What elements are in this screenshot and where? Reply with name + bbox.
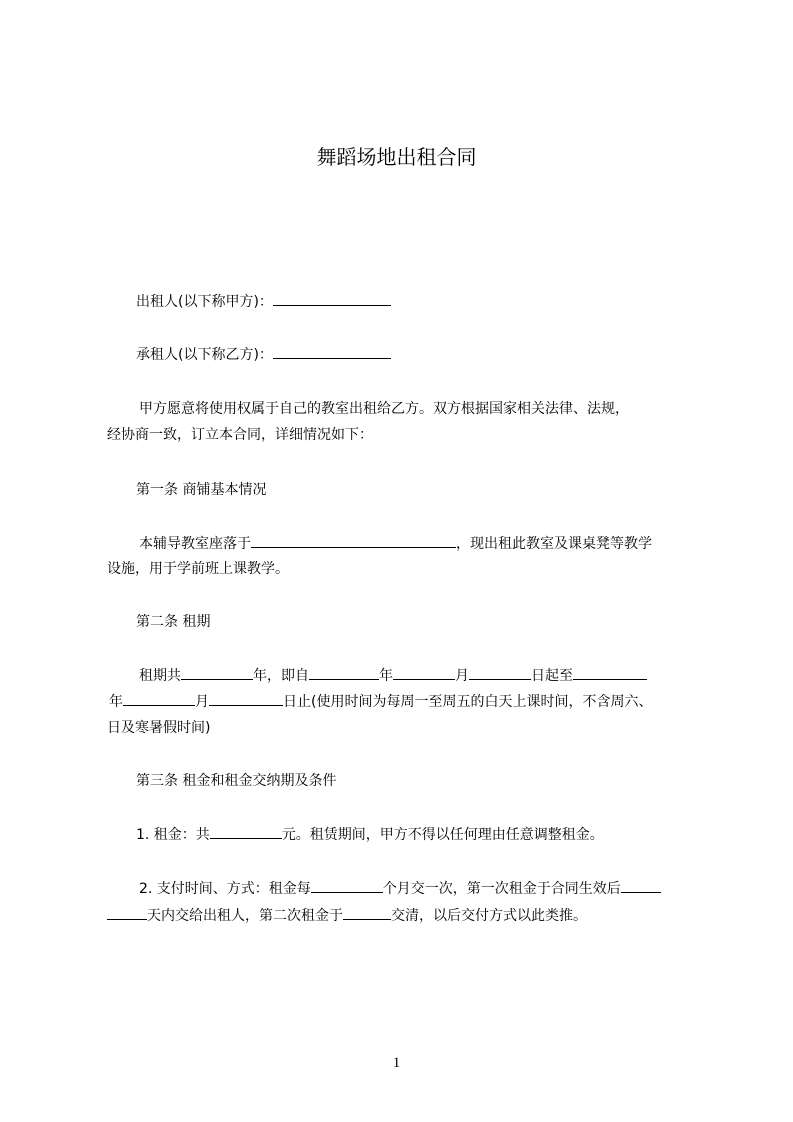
lessee-line xyxy=(136,344,732,365)
end-year-blank xyxy=(573,665,647,680)
term-text-b: 年，即自 xyxy=(253,668,309,684)
rent-text-b: 元。租赁期间，甲方不得以任何理由任意调整租金。 xyxy=(281,827,604,843)
location-blank xyxy=(251,533,456,548)
term-text-d: 月 xyxy=(455,668,469,684)
start-day-blank xyxy=(469,665,531,680)
article1-heading: 第一条 商铺基本情况 xyxy=(136,482,267,498)
end-day-blank xyxy=(209,691,283,706)
term-text-h: 日止(使用时间为每周一至周五的白天上课时间，不含周六、 xyxy=(283,694,653,710)
page-number: 1 xyxy=(392,1055,401,1071)
pay-text-d: 交清，以后交付方式以此类推。 xyxy=(391,908,587,924)
intro-line-1: 甲方愿意将使用权属于自己的教室出租给乙方。双方根据国家相关法律、法规， xyxy=(139,401,629,417)
term-text-a: 租期共 xyxy=(139,668,181,684)
start-year-blank xyxy=(309,665,379,680)
pay-text-b: 个月交一次，第一次租金于合同生效后 xyxy=(382,881,621,897)
rent-line xyxy=(136,824,732,845)
intro-line-2: 经协商一致，订立本合同，详细情况如下： xyxy=(107,427,373,443)
document-title: 舞蹈场地出租合同 xyxy=(316,145,477,169)
pay-text-a: 2. 支付时间、方式：租金每 xyxy=(139,881,311,897)
location-label: 本辅导教室座落于 xyxy=(139,536,251,552)
pay-months-blank xyxy=(311,878,383,893)
lessee-blank xyxy=(273,344,391,359)
term-line-2 xyxy=(109,691,705,712)
payment-line-2 xyxy=(107,905,703,926)
pay-days-blank-a xyxy=(621,878,661,893)
end-month-blank xyxy=(123,691,195,706)
term-text-c: 年 xyxy=(379,668,393,684)
location-suffix: ，现出租此教室及课桌凳等教学 xyxy=(456,536,652,552)
term-line-1 xyxy=(139,665,735,686)
start-month-blank xyxy=(393,665,455,680)
payment-line-1 xyxy=(139,878,735,899)
term-line-3: 日及寒暑假时间) xyxy=(107,720,211,736)
rent-amount-blank xyxy=(210,824,282,839)
lessor-label: 出租人(以下称甲方)： xyxy=(136,294,273,310)
article1-line-1 xyxy=(139,533,735,554)
term-years-blank xyxy=(181,665,253,680)
term-text-f: 年 xyxy=(109,694,123,710)
rent-text-a: 1. 租金：共 xyxy=(136,827,210,843)
term-text-g: 月 xyxy=(195,694,209,710)
pay-text-c: 天内交给出租人，第二次租金于 xyxy=(147,908,343,924)
article3-heading: 第三条 租金和租金交纳期及条件 xyxy=(136,773,337,789)
second-pay-blank xyxy=(343,905,391,920)
lessee-label: 承租人(以下称乙方)： xyxy=(136,347,273,363)
lessor-blank xyxy=(273,291,391,306)
article2-heading: 第二条 租期 xyxy=(136,614,211,630)
pay-days-blank-b xyxy=(107,905,147,920)
term-text-e: 日起至 xyxy=(531,668,573,684)
article1-line-2: 设施，用于学前班上课教学。 xyxy=(107,561,289,577)
lessor-line xyxy=(136,291,732,312)
